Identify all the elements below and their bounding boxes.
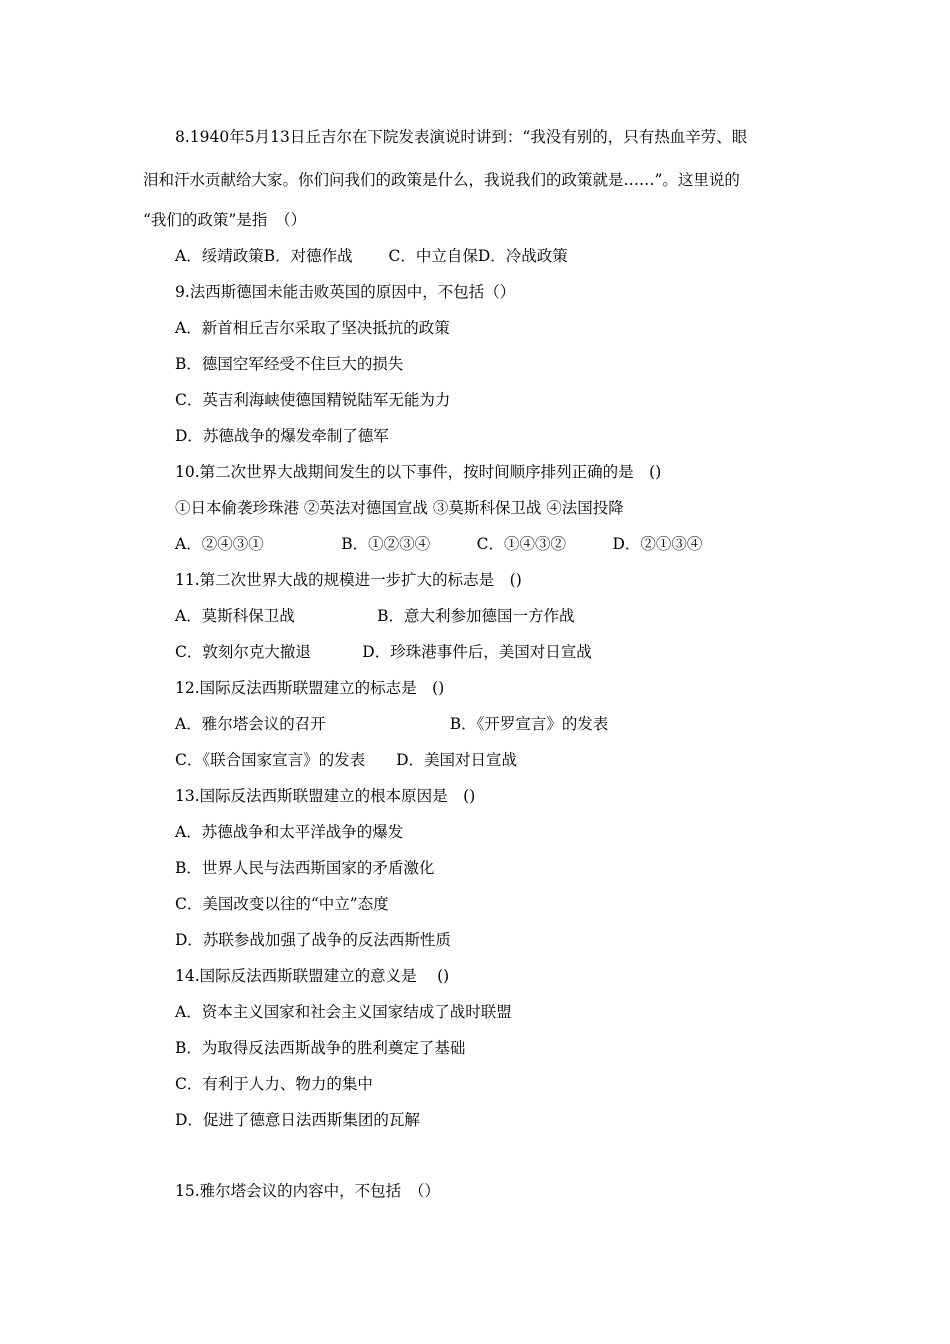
question-11-options-cd: C．敦刻尔克大撤退 D．珍珠港事件后，美国对日宣战 [175,643,592,661]
question-10-options: A．②④③① B．①②③④ C．①④③② D．②①③④ [175,535,703,553]
question-8-options: A．绥靖政策B．对德作战 C．中立自保D．冷战政策 [175,247,568,265]
question-8-stem-line-2: 泪和汗水贡献给大家。你们问我们的政策是什么，我说我们的政策就是……”。这里说的 [143,171,740,189]
question-14-option-a: A．资本主义国家和社会主义国家结成了战时联盟 [175,1003,512,1021]
question-14-stem: 14.国际反法西斯联盟建立的意义是 () [175,967,450,985]
question-10-events: ①日本偷袭珍珠港 ②英法对德国宣战 ③莫斯科保卫战 ④法国投降 [175,499,624,517]
question-14-option-c: C．有利于人力、物力的集中 [175,1075,373,1093]
question-8-stem-line-3: “我们的政策”是指 （） [143,211,307,229]
question-11-options-ab: A．莫斯科保卫战 B．意大利参加德国一方作战 [175,607,575,625]
question-12-options-cd: C．《联合国家宣言》的发表 D．美国对日宣战 [175,751,518,769]
question-12-options-ab: A．雅尔塔会议的召开 B．《开罗宣言》的发表 [175,715,609,733]
question-9-option-d: D．苏德战争的爆发牵制了德军 [175,427,389,445]
question-13-option-a: A．苏德战争和太平洋战争的爆发 [175,823,404,841]
question-9-option-c: C．英吉利海峡使德国精锐陆军无能为力 [175,391,451,409]
question-9-option-b: B．德国空军经受不住巨大的损失 [175,355,404,373]
question-9-stem: 9.法西斯德国未能击败英国的原因中，不包括（） [175,283,516,301]
question-12-stem: 12.国际反法西斯联盟建立的标志是 () [175,679,445,697]
question-9-option-a: A．新首相丘吉尔采取了坚决抵抗的政策 [175,319,450,337]
question-13-stem: 13.国际反法西斯联盟建立的根本原因是 () [175,787,476,805]
question-14-option-d: D．促进了德意日法西斯集团的瓦解 [175,1111,420,1129]
question-15-stem: 15.雅尔塔会议的内容中，不包括 （） [175,1182,440,1200]
question-11-stem: 11.第二次世界大战的规模进一步扩大的标志是 () [175,571,522,589]
question-13-option-b: B．世界人民与法西斯国家的矛盾激化 [175,859,435,877]
question-13-option-c: C．美国改变以往的“中立”态度 [175,895,389,913]
question-14-option-b: B．为取得反法西斯战争的胜利奠定了基础 [175,1039,466,1057]
question-8-stem-line-1: 8.1940年5月13日丘吉尔在下院发表演说时讲到：“我没有别的，只有热血辛劳、眼 [175,128,748,146]
question-13-option-d: D．苏联参战加强了战争的反法西斯性质 [175,931,451,949]
question-10-stem: 10.第二次世界大战期间发生的以下事件，按时间顺序排列正确的是 () [175,463,662,481]
